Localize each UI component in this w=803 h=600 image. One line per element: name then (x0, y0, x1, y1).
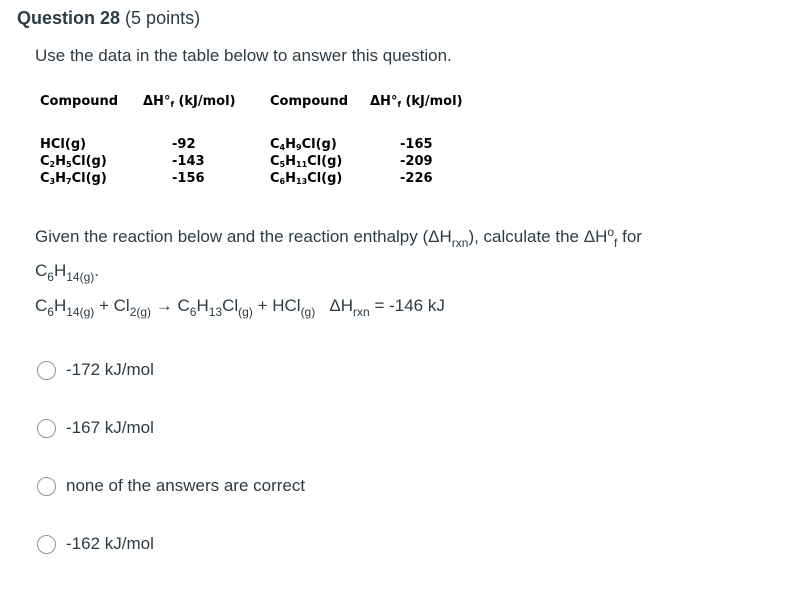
table-row-value: -92 (172, 137, 196, 152)
radio-button[interactable] (37, 361, 56, 380)
radio-button[interactable] (37, 477, 56, 496)
radio-button[interactable] (37, 535, 56, 554)
answer-option[interactable] (37, 532, 154, 556)
question-intro: Use the data in the table below to answer this question. (35, 46, 452, 65)
question-number: Question 28 (17, 8, 121, 28)
table-header-compound-2: Compound (270, 94, 349, 109)
reaction-enthalpy: $\Delta H_{rxn} = -146$ kJ (329, 296, 445, 319)
answer-label: none of the answers are correct (66, 476, 306, 495)
question-points: (5 points) (125, 8, 201, 28)
answer-label: -162 kJ/mol (66, 534, 154, 553)
answer-option[interactable] (37, 358, 154, 382)
table-row-compound: $C_4H_9Cl(g)$ (270, 137, 337, 152)
table-row-compound: $C_6H_{13}Cl(g)$ (270, 171, 343, 186)
answer-label: -167 kJ/mol (66, 418, 154, 437)
table-row-compound: $C_3H_7Cl(g)$ (40, 171, 107, 186)
question-prompt: Given the reaction below and the reaction enthalpy $(\Delta H_{rxn})$, calculate the $\Delta H^o_f$ for $C_6H_{14(g)}$. (35, 225, 642, 284)
answer-option[interactable] (37, 416, 154, 440)
table-row-value: -209 (400, 154, 433, 169)
radio-button[interactable] (37, 419, 56, 438)
table-header-compound-1: Compound (40, 94, 119, 109)
table-row-compound: $C_2H_5Cl(g)$ (40, 154, 107, 169)
table-row-compound: $C_5H_{11}Cl(g)$ (270, 154, 343, 169)
table-row-value: -165 (400, 137, 433, 152)
answer-label: -172 kJ/mol (66, 360, 154, 379)
table-row-value: -143 (172, 154, 205, 169)
table-header-dh-2: $\Delta H^\circ_f$ (kJ/mol) (370, 94, 463, 109)
table-header-dh-1: $\Delta H^\circ_f$ (kJ/mol) (143, 94, 236, 109)
question-header (17, 8, 200, 29)
reaction-equation: $C_6H_{14(g)} + Cl_{2(g)} \to C_6H_{13}Cl_{(g)} + HCl_{(g)}$ $\Delta H_{rxn} = -146$ kJ (35, 296, 445, 319)
table-row-value: -156 (172, 171, 205, 186)
answer-option[interactable] (37, 474, 305, 498)
table-row-value: -226 (400, 171, 433, 186)
table-row-compound: HCl(g) (40, 137, 87, 152)
